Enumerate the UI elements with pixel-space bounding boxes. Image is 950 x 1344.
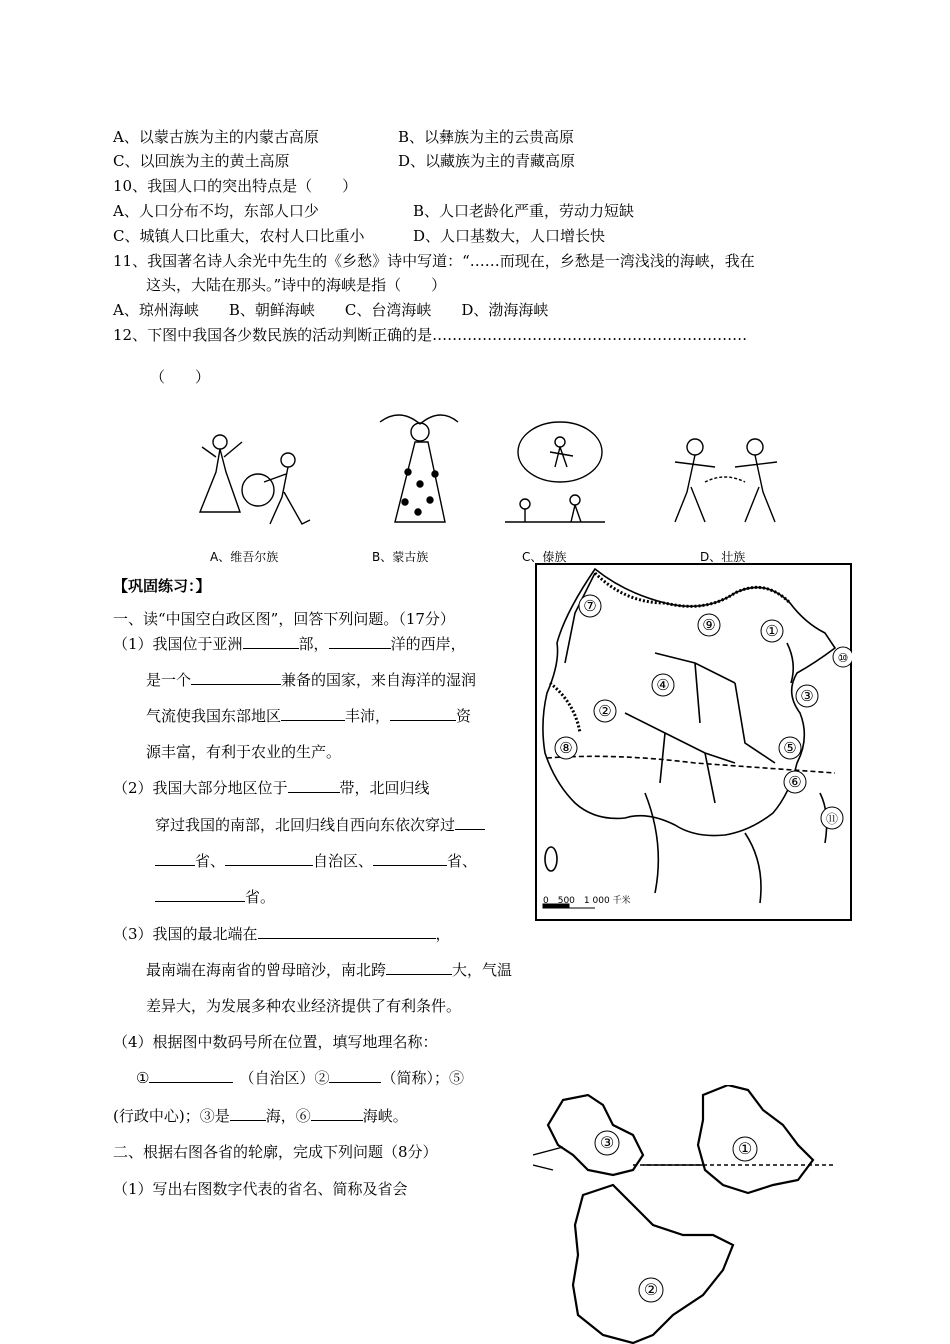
q10-option-c: C、城镇人口比重大，农村人口比重小 <box>113 227 365 245</box>
part1-q4-line1: （4）根据图中数码号所在位置，填写地理名称： <box>113 1033 438 1051</box>
part1-q2-line3: 省、 自治区、 省、 <box>155 851 477 871</box>
ethnic-activities-illustration <box>190 412 790 540</box>
caption-c: C、傣族 <box>522 550 567 564</box>
q11-stem-line2: 这头，大陆在那头。”诗中的海峡是指（ ） <box>146 276 447 294</box>
q11-stem-line1: 11、我国著名诗人余光中先生的《乡愁》诗中写道：“……而现在，乡愁是一湾浅浅的海峡，我在 <box>113 252 755 270</box>
q12-stem: 12、下图中我国各少数民族的活动判断正确的是……………………………………………………… <box>113 326 748 344</box>
caption-a: A、维吾尔族 <box>210 550 279 564</box>
map-label-5: ⑤ <box>783 739 797 757</box>
part1-q1-line4: 源丰富，有利于农业的生产。 <box>146 743 342 761</box>
province-label-2: ② <box>643 1280 659 1299</box>
dai-festival-figure <box>505 422 605 522</box>
map-scale: 0 500 1 000 千米 <box>543 896 631 906</box>
uyghur-dance-figure <box>200 435 310 524</box>
q12-answer-paren: （ ） <box>150 368 211 386</box>
q9-option-d: D、以藏族为主的青藏高原 <box>398 152 576 170</box>
part1-q3-line2: 最南端在海南省的曾母暗沙，南北跨 大，气温 <box>146 961 513 979</box>
map-label-6: ⑥ <box>788 773 802 791</box>
province-label-3: ③ <box>599 1133 615 1152</box>
map-label-10: ⑩ <box>837 651 849 665</box>
q10-option-b: B、人口老龄化严重，劳动力短缺 <box>413 202 635 220</box>
part2-title: 二、根据右图各省的轮廓，完成下列问题（8分） <box>113 1143 438 1161</box>
part1-q2-line2: 穿过我国的南部，北回归线自西向东依次穿过 <box>155 815 485 835</box>
part1-q2-line1: （2）我国大部分地区位于 带，北回归线 <box>113 779 430 797</box>
part1-q4-line3: (行政中心)；③是 海，⑥ 海峡。 <box>113 1107 408 1125</box>
map-label-2: ② <box>598 702 612 720</box>
q11-options: A、琼州海峡 B、朝鲜海峡 C、台湾海峡 D、渤海海峡 <box>113 301 549 319</box>
part1-q1-line2: 是一个 兼备的国家，来自海洋的湿润 <box>146 671 477 689</box>
map-label-9: ⑨ <box>702 616 716 634</box>
zhuang-dance-figure <box>675 439 777 522</box>
map-label-8: ⑧ <box>559 739 573 757</box>
part1-q4-line2: ① （自治区）② （简称）；⑤ <box>136 1069 464 1087</box>
caption-b: B、蒙古族 <box>372 550 429 564</box>
province-outline-map <box>533 1085 833 1344</box>
consolidation-heading: 【巩固练习：】 <box>113 577 211 595</box>
china-blank-map <box>535 563 852 921</box>
mongol-dance-figure <box>380 415 458 522</box>
part1-q1-line1: （1）我国位于亚洲 部， 洋的西岸， <box>113 635 466 653</box>
q10-option-a: A、人口分布不均，东部人口少 <box>113 202 319 220</box>
q10-stem: 10、我国人口的突出特点是（ ） <box>113 177 358 195</box>
part1-q2-line4: 省。 <box>155 887 275 907</box>
map-label-4: ④ <box>656 676 670 694</box>
part1-q1-line3: 气流使我国东部地区 丰沛， 资 <box>146 707 472 725</box>
province-label-1: ① <box>737 1139 753 1158</box>
caption-d: D、壮族 <box>700 550 746 564</box>
map-label-1: ① <box>765 622 779 640</box>
map-label-11: ⑪ <box>825 812 839 826</box>
q9-option-a: A、以蒙古族为主的内蒙古高原 <box>113 128 319 146</box>
part1-title: 一、读“中国空白政区图”，回答下列问题。（17分） <box>113 610 455 628</box>
part1-q3-line3: 差异大，为发展多种农业经济提供了有利条件。 <box>146 997 462 1015</box>
part1-q3-line1: （3）我国的最北端在 ， <box>113 925 451 943</box>
map-label-7: ⑦ <box>583 597 597 615</box>
part2-q1: （1）写出右图数字代表的省名、简称及省会 <box>113 1180 408 1198</box>
q9-option-c: C、以回族为主的黄土高原 <box>113 152 290 170</box>
map-label-3: ③ <box>800 687 814 705</box>
q10-option-d: D、人口基数大，人口增长快 <box>413 227 606 245</box>
q9-option-b: B、以彝族为主的云贵高原 <box>398 128 575 146</box>
